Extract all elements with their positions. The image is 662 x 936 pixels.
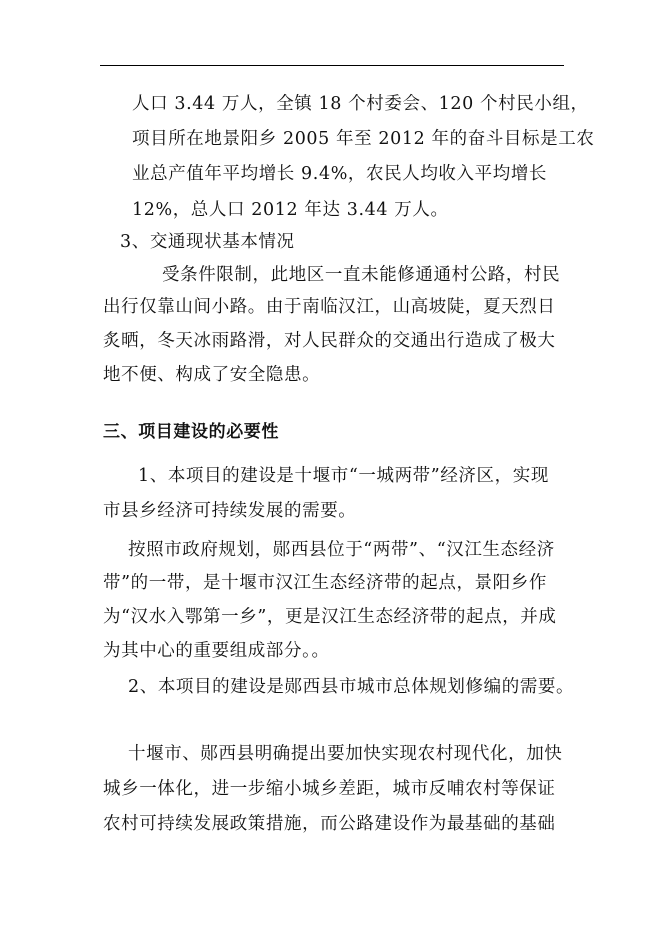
paragraph-line: 十堰市、郧西县明确提出要加快实现农村现代化，加快 [128,744,563,764]
paragraph-line: 1、本项目的建设是十堰市“一城两带”经济区，实现 [138,466,549,486]
header-rule [100,65,564,66]
paragraph-line: 为其中心的重要组成部分。。 [103,641,330,661]
list-item-heading: 3、交通现状基本情况 [120,232,295,252]
paragraph-line: 按照市政府规划，郧西县位于“两带”、“汉江生态经济 [128,540,555,560]
paragraph-line: 带”的一带，是十堰市汉江生态经济带的起点，景阳乡作 [103,573,547,593]
section-heading: 三、项目建设的必要性 [103,422,279,442]
paragraph-line: 2、本项目的建设是郧西县市城市总体规划修编的需要。 [128,677,575,697]
paragraph-line: 为“汉水入鄂第一乡”，更是汉江生态经济带的起点，并成 [103,607,557,627]
paragraph-line: 人口 3.44 万人，全镇 18 个村委会、120 个村民小组， [132,94,589,114]
paragraph-line: 业总产值年平均增长 9.4%，农民人均收入平均增长 [132,164,548,184]
paragraph-line: 项目所在地景阳乡 2005 年至 2012 年的奋斗目标是工农 [132,129,595,149]
paragraph-line: 12%，总人口 2012 年达 3.44 万人。 [132,200,449,220]
paragraph-line: 炙晒，冬天冰雨路滑，对人民群众的交通出行造成了极大 [103,331,556,351]
paragraph-line: 农村可持续发展政策措施，而公路建设作为最基础的基础 [103,814,556,834]
paragraph-line: 市县乡经济可持续发展的需要。 [103,501,357,521]
paragraph-line: 城乡一体化，进一步缩小城乡差距，城市反哺农村等保证 [103,779,556,799]
paragraph-line: 地不便、构成了安全隐患。 [103,365,321,385]
paragraph-line: 出行仅靠山间小路。由于南临汉江，山高坡陡，夏天烈日 [103,297,556,317]
paragraph-line: 受条件限制，此地区一直未能修通通村公路，村民 [162,265,561,285]
